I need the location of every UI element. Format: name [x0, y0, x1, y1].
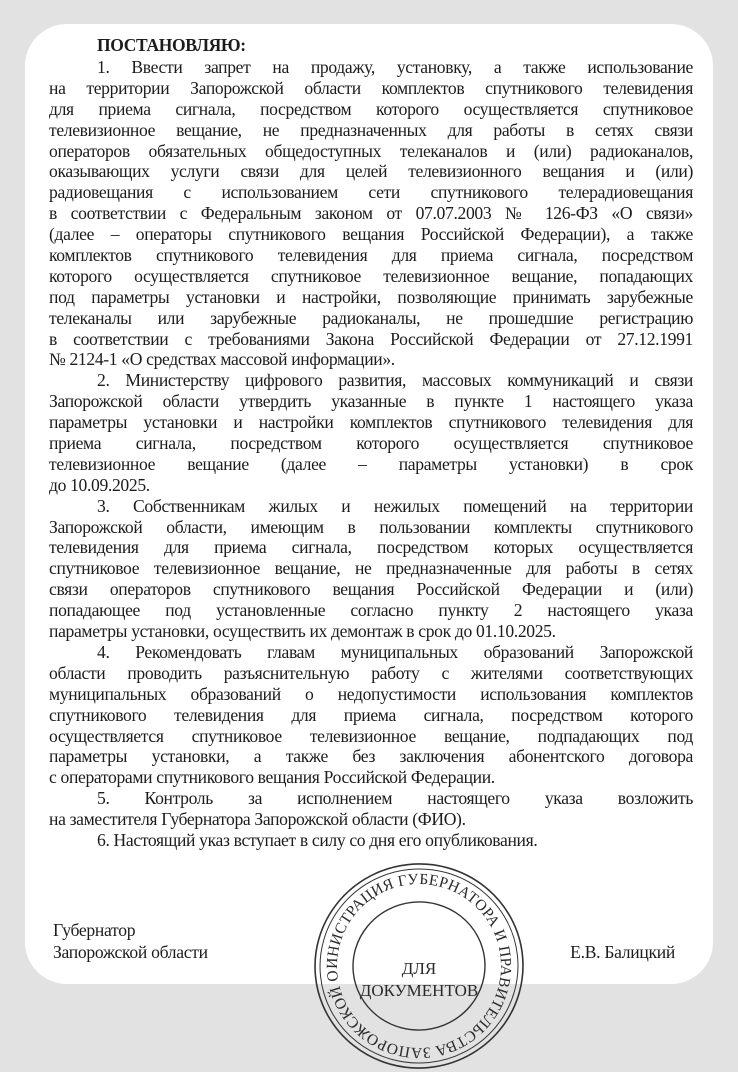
paragraph-line: оказывающих услуги связи для целей телевизионного вещания и (или): [49, 161, 693, 182]
signatory-title: [53, 919, 208, 963]
seal-inner-ring: [347, 895, 492, 1036]
signatory-name: Е.В. Балицкий: [570, 942, 675, 962]
paragraph-line: телевизионное вещание, не предназначенных для работы в сетях связи: [49, 119, 693, 140]
signatory-title-line1: Губернатор: [53, 920, 136, 940]
paragraph-line: 2. Министерству цифрового развития, массовых коммуникаций и связи: [97, 370, 693, 391]
paragraph-line: на территории Запорожской области комплектов спутникового телевидения: [49, 77, 693, 98]
decree-paragraph-6: [49, 830, 693, 851]
paragraph-line: под параметры установки и настройки, позволяющие принимать зарубежные: [49, 286, 693, 307]
seal-outer-ring-inner: [313, 860, 525, 1072]
paragraph-line: в соответствии с Федеральным законом от 07.07.2003 № 126-ФЗ «О связи»: [49, 203, 693, 224]
decree-paragraph-1: [49, 57, 693, 370]
document-card: [25, 24, 713, 1062]
signatory-title-line2: Запорожской области: [53, 942, 208, 962]
paragraph-line: связи операторов спутникового вещания Российской Федерации и (или): [49, 579, 693, 600]
decree-paragraph-4: [49, 642, 693, 788]
paragraph-line: на заместителя Губернатора Запорожской области (ФИО).: [49, 809, 466, 830]
paragraph-line: муниципальных образований о недопустимости использования комплектов: [49, 683, 693, 704]
paragraph-line: телеканалы или зарубежные радиоканалы, не прошедшие регистрацию: [49, 307, 693, 328]
paragraph-line: комплектов спутникового телевидения для приема сигнала, посредством: [49, 245, 693, 266]
paragraph-line: 3. Собственникам жилых и нежилых помещений на территории: [97, 495, 693, 516]
decree-paragraphs: [49, 57, 693, 851]
decree-body: [49, 34, 693, 851]
paragraph-line: до 10.09.2025.: [49, 474, 150, 495]
decree-paragraph-2: [49, 370, 693, 495]
seal-center-line2: ДОКУМЕНТОВ: [359, 981, 479, 1000]
official-seal-stamp: [313, 860, 525, 1072]
paragraph-line: попадающее под установленные согласно пункту 2 настоящего указа: [49, 600, 693, 621]
paragraph-line: параметры установки, осуществить их демонтаж в срок до 01.10.2025.: [49, 621, 556, 642]
seal-outer-ring: [313, 860, 525, 1072]
paragraph-line: радиовещания с использованием сети спутникового телерадиовещания: [49, 182, 693, 203]
paragraph-line: операторов обязательных общедоступных телеканалов и (или) радиоканалов,: [49, 140, 693, 161]
seal-center-line1: ДЛЯ: [401, 959, 437, 978]
paragraph-line: 1. Ввести запрет на продажу, установку, а также использование: [97, 57, 693, 77]
paragraph-line: которого осуществляется спутниковое телевизионное вещание, попадающих: [49, 265, 693, 286]
paragraph-line: осуществляется спутниковое телевизионное вещание, подпадающих под: [49, 725, 693, 746]
decree-heading: ПОСТАНОВЛЯЮ:: [97, 35, 246, 55]
paragraph-line: Запорожской области утвердить указанные в пункте 1 настоящего указа: [49, 391, 693, 412]
paragraph-line: приема сигнала, посредством которого осуществляется спутниковое: [49, 433, 693, 454]
paragraph-line: 4. Рекомендовать главам муниципальных образований Запорожской: [97, 641, 693, 662]
seal-ring-text: АДМИНИСТРАЦИЯ ГУБЕРНАТОРА И ПРАВИТЕЛЬСТВА ЗАПОРОЖСКОЙ ОБЛАСТИ: [323, 870, 515, 1062]
paragraph-line: спутниковое телевизионное вещание, не предназначенные для работы в сетях: [49, 558, 693, 579]
paragraph-line: в соответствии с требованиями Закона Российской Федерации от 27.12.1991: [49, 328, 693, 349]
decree-paragraph-5: [49, 788, 693, 830]
paragraph-line: для приема сигнала, посредством которого осуществляется спутниковое: [49, 98, 693, 119]
decree-paragraph-3: [49, 496, 693, 642]
paragraph-line: спутникового телевидения для приема сигнала, посредством которого: [49, 704, 693, 725]
paragraph-line: параметры установки, а также без заключения абонентского договора: [49, 746, 693, 767]
paragraph-line: параметры установки и настройки комплектов спутникового телевидения для: [49, 412, 693, 433]
paragraph-line: 6. Настоящий указ вступает в силу со дня его опубликования.: [97, 829, 538, 850]
paragraph-line: телевизионное вещание (далее – параметры установки) в срок: [49, 453, 693, 474]
paragraph-line: Запорожской области, имеющим в пользовании комплекты спутникового: [49, 516, 693, 537]
paragraph-line: области проводить разъяснительную работу с жителями соответствующих: [49, 662, 693, 683]
paragraph-line: телевидения для приема сигнала, посредством которых осуществляется: [49, 537, 693, 558]
paragraph-line: (далее – операторы спутникового вещания Российской Федерации), а также: [49, 224, 693, 245]
paragraph-line: с операторами спутникового вещания Российской Федерации.: [49, 767, 495, 788]
paragraph-line: № 2124-1 «О средствах массовой информации».: [49, 349, 395, 370]
paragraph-line: 5. Контроль за исполнением настоящего указа возложить: [97, 788, 693, 809]
